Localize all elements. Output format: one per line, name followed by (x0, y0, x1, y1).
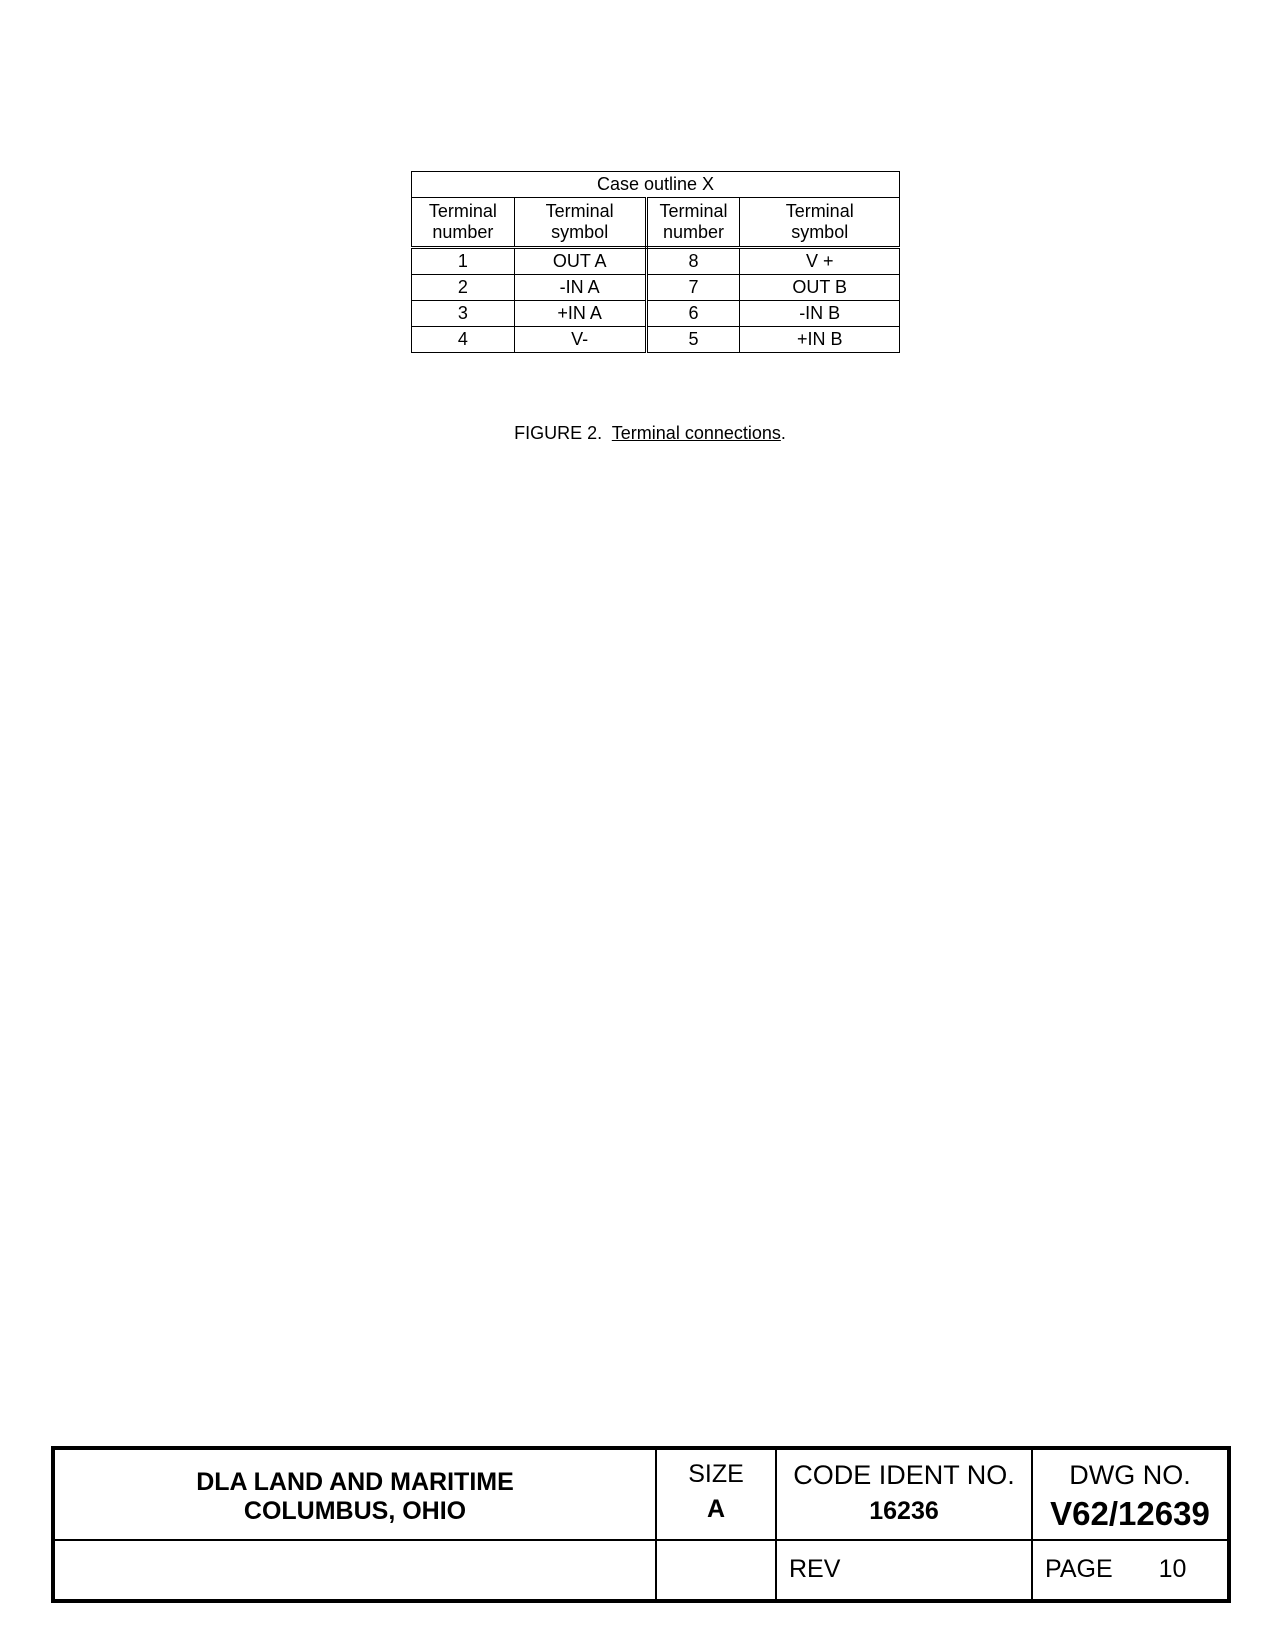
table-cell: 8 (646, 248, 740, 275)
table-cell: -IN B (740, 301, 900, 327)
table-row (412, 275, 900, 301)
size-cell (657, 1450, 777, 1541)
page-label: PAGE (1045, 1555, 1113, 1583)
table-cell: 1 (412, 248, 515, 275)
table-row (412, 301, 900, 327)
revision-label: REV (789, 1555, 841, 1583)
table-cell: 7 (646, 275, 740, 301)
column-header: Terminal number (412, 198, 515, 248)
organization-location: COLUMBUS, OHIO (243, 1497, 467, 1525)
blank-cell (55, 1541, 657, 1603)
page-cell (1033, 1541, 1227, 1603)
drawing-title-block (51, 1446, 1231, 1603)
table-cell: -IN A (514, 275, 646, 301)
table-cell: 3 (412, 301, 515, 327)
figure-period: . (780, 423, 786, 443)
table-row (412, 248, 900, 275)
column-header: Terminal symbol (514, 198, 646, 248)
table-cell: V + (740, 248, 900, 275)
table-cell: +IN B (740, 327, 900, 353)
code-ident-cell (777, 1450, 1033, 1541)
size-label: SIZE (688, 1460, 744, 1488)
organization-cell (55, 1450, 657, 1541)
table-cell: 5 (646, 327, 740, 353)
table-cell: 6 (646, 301, 740, 327)
drawing-number-cell (1033, 1450, 1227, 1541)
figure-label: FIGURE 2. (514, 423, 603, 443)
blank-cell (657, 1541, 777, 1603)
column-header: Terminal symbol (740, 198, 900, 248)
column-header: Terminal number (646, 198, 740, 248)
table-cell: +IN A (514, 301, 646, 327)
size-value: A (706, 1495, 726, 1523)
table-row (412, 327, 900, 353)
figure-caption (0, 423, 1275, 444)
terminal-connections-table (411, 171, 900, 353)
drawing-number-label: DWG NO. (1069, 1460, 1191, 1490)
table-cell: 2 (412, 275, 515, 301)
drawing-number-value: V62/12639 (1050, 1495, 1210, 1532)
table-cell: OUT B (740, 275, 900, 301)
code-ident-value: 16236 (869, 1497, 939, 1525)
table-header-row (412, 198, 900, 248)
page-number: 10 (1158, 1555, 1187, 1583)
table-caption: Case outline X (412, 172, 900, 198)
table-cell: V- (514, 327, 646, 353)
table-cell: OUT A (514, 248, 646, 275)
revision-cell (777, 1541, 1033, 1603)
table-cell: 4 (412, 327, 515, 353)
code-ident-label: CODE IDENT NO. (793, 1460, 1015, 1490)
figure-title: Terminal connections (611, 423, 781, 443)
organization-name: DLA LAND AND MARITIME (196, 1468, 514, 1496)
